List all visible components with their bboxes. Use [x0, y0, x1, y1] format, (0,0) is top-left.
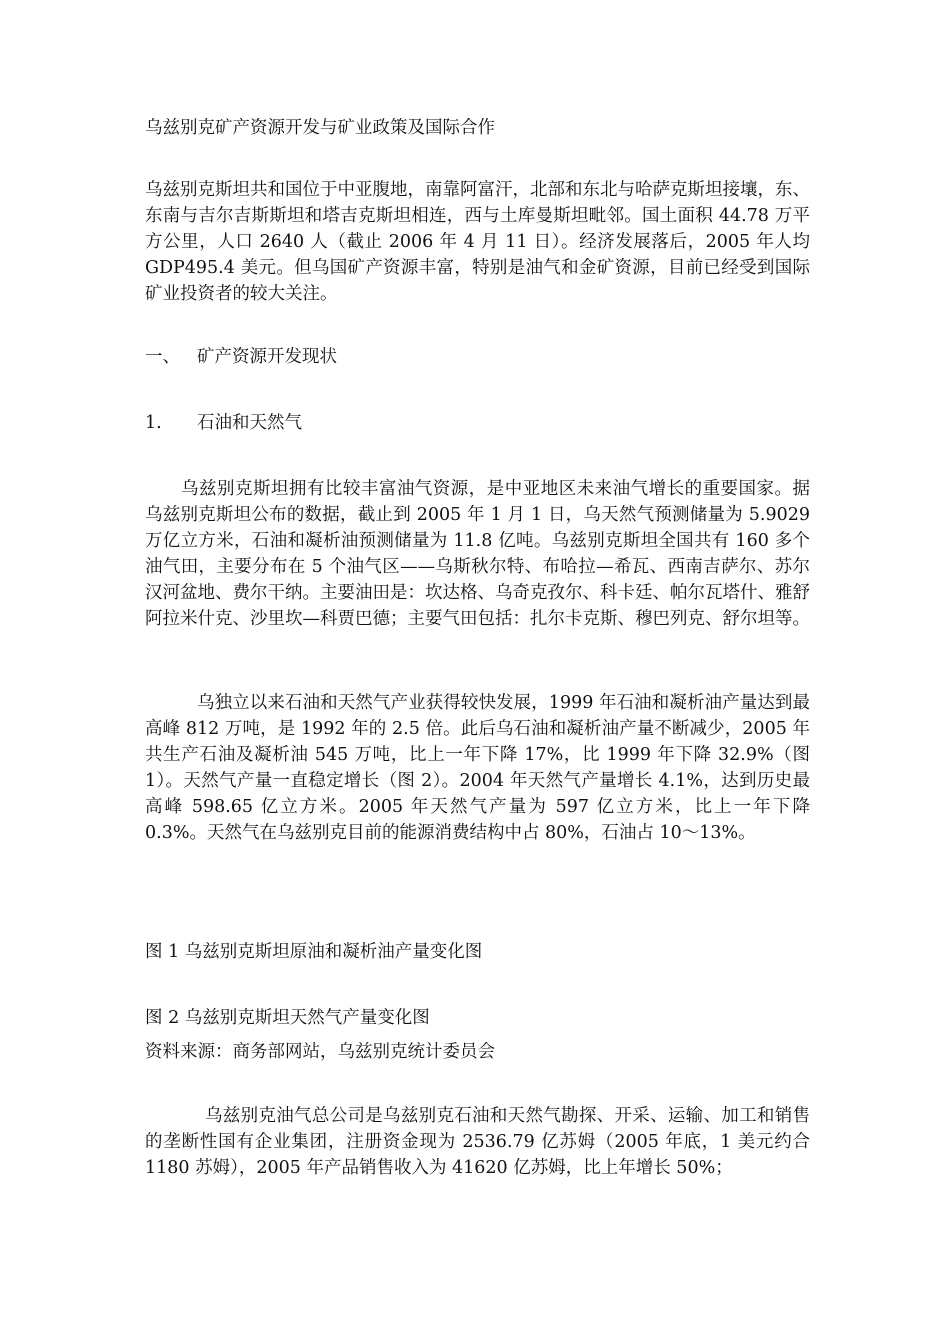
production-paragraph: 乌独立以来石油和天然气产业获得较快发展，1999 年石油和凝析油产量达到最高峰 812 万吨，是 1992 年的 2.5 倍。此后乌石油和凝析油产量不断减少，2005 年共生产石油及凝析油 545 万吨，比上一年下降 17%，比 1999 年下降 32.9%（图 1）。天然气产量一直稳定增长（图 2）。2004 年天然气产量增长 4.1%，达到历史最高峰 598.65 亿立方米。2005 年天然气产量为 597 亿立方米，比上一年下降 0.3%。天然气在乌兹别克目前的能源消费结构中占 80%，石油占 10～13%。 — [145, 693, 810, 843]
figure-2-caption: 图 2 乌兹别克斯坦天然气产量变化图 — [145, 1008, 430, 1028]
subsection-title: 石油和天然气 — [197, 413, 302, 433]
section-number: 一、 — [145, 347, 180, 367]
subsection-number: 1. — [145, 413, 162, 433]
figure-1-caption: 图 1 乌兹别克斯坦原油和凝析油产量变化图 — [145, 942, 483, 962]
intro-paragraph: 乌兹别克斯坦共和国位于中亚腹地，南靠阿富汗，北部和东北与哈萨克斯坦接壤，东、东南与吉尔吉斯斯坦和塔吉克斯坦相连，西与土库曼斯坦毗邻。国土面积 44.78 万平方公里，人口 2640 人（截止 2006 年 4 月 11 日）。经济发展落后，2005 年人均 GDP495.4 美元。但乌国矿产资源丰富，特别是油气和金矿资源，目前已经受到国际矿业投资者的较大关注。 — [145, 180, 810, 304]
subsection-heading — [145, 410, 302, 436]
section-title: 矿产资源开发现状 — [197, 347, 337, 367]
company-paragraph: 乌兹别克油气总公司是乌兹别克石油和天然气勘探、开采、运输、加工和销售的垄断性国有企业集团，注册资金现为 2536.79 亿苏姆（2005 年底，1 美元约合 1180 苏姆），2005 年产品销售收入为 41620 亿苏姆，比上年增长 50%； — [145, 1106, 810, 1178]
reserves-paragraph: 乌兹别克斯坦拥有比较丰富油气资源，是中亚地区未来油气增长的重要国家。据乌兹别克斯坦公布的数据，截止到 2005 年 1 月 1 日，乌天然气预测储量为 5.9029 万亿立方米，石油和凝析油预测储量为 11.8 亿吨。乌兹别克斯坦全国共有 160 多个油气田，主要分布在 5 个油气区——乌斯秋尔特、布哈拉—希瓦、西南吉萨尔、苏尔汉河盆地、费尔干纳。主要油田是：坎达格、乌奇克孜尔、科卡廷、帕尔瓦塔什、雅舒阿拉米什克、沙里坎—科贾巴德；主要气田包括：扎尔卡克斯、穆巴列克、舒尔坦等。 — [145, 479, 810, 629]
source-note: 资料来源：商务部网站，乌兹别克统计委员会 — [145, 1042, 495, 1062]
document-title: 乌兹别克矿产资源开发与矿业政策及国际合作 — [145, 118, 495, 138]
section-heading — [145, 344, 337, 370]
